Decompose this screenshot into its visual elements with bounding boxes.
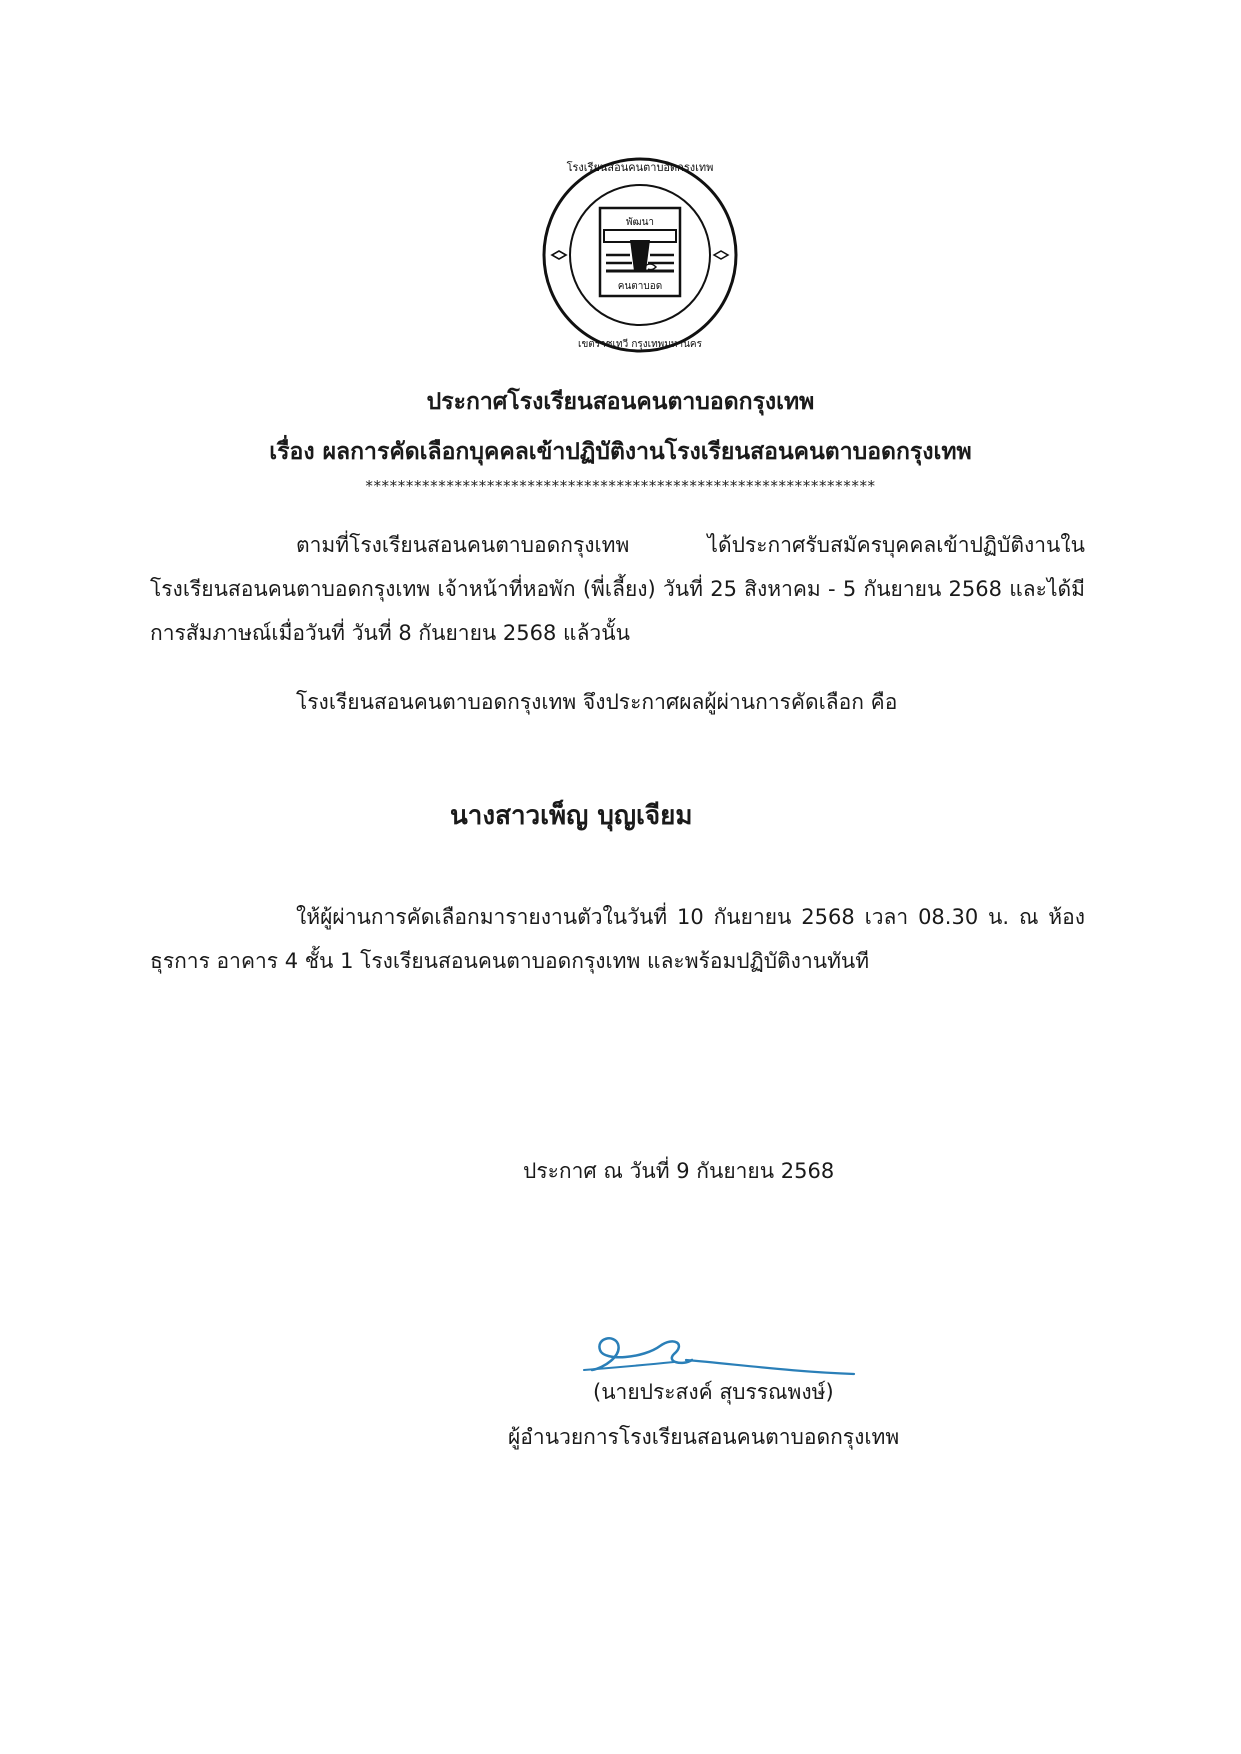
paragraph-announce [150,680,1085,724]
school-logo-emblem [540,155,740,355]
selected-candidate-name: นางสาวเพ็ญ บุญเจียม [450,801,693,831]
announcement-date: ประกาศ ณ วันที่ 9 กันยายน 2568 [523,1159,835,1183]
logo-ring-top-text: โรงเรียนสอนคนตาบอดกรุงเทพ [566,161,714,174]
paragraph-report [150,895,1085,983]
signer-name: (นายประสงค์ สุบรรณพงษ์) [593,1380,834,1404]
announcement-subject: เรื่อง ผลการคัดเลือกบุคคลเข้าปฏิบัติงานโรงเรียนสอนคนตาบอดกรุงเทพ [269,439,972,465]
paragraph-background [150,523,1085,655]
paragraph-report-text: ให้ผู้ผ่านการคัดเลือกมารายงานตัวในวันที่ 10 กันยายน 2568 เวลา 08.30 น. ณ ห้องธุรการ อาคาร 4 ชั้น 1 โรงเรียนสอนคนตาบอดกรุงเทพ และพร้อมปฏิบัติงานทันที [150,905,1085,973]
announcement-title: ประกาศโรงเรียนสอนคนตาบอดกรุงเทพ [426,389,815,415]
paragraph-background-text: ตามที่โรงเรียนสอนคนตาบอดกรุงเทพ ได้ประกาศรับสมัครบุคคลเข้าปฏิบัติงานในโรงเรียนสอนคนตาบอดกรุงเทพ เจ้าหน้าที่หอพัก (พี่เลี้ยง) วันที่ 25 สิงหาคม - 5 กันยายน 2568 และได้มีการสัมภาษณ์เมื่อวันที่ วันที่ 8 กันยายน 2568 แล้วนั้น [150,533,1085,645]
paragraph-announce-text: โรงเรียนสอนคนตาบอดกรุงเทพ จึงประกาศผลผู้ผ่านการคัดเลือก คือ [296,690,898,714]
logo-ring-bottom-text: เขตราชเทวี กรุงเทพมหานคร [578,339,702,350]
separator-line: *************************************************************** [365,477,876,495]
logo-inner-bottom-text: คนตาบอด [617,281,663,292]
logo-inner-top-text: พัฒนา [625,217,655,228]
signer-position: ผู้อำนวยการโรงเรียนสอนคนตาบอดกรุงเทพ [508,1425,900,1449]
handwritten-signature [574,1300,864,1380]
